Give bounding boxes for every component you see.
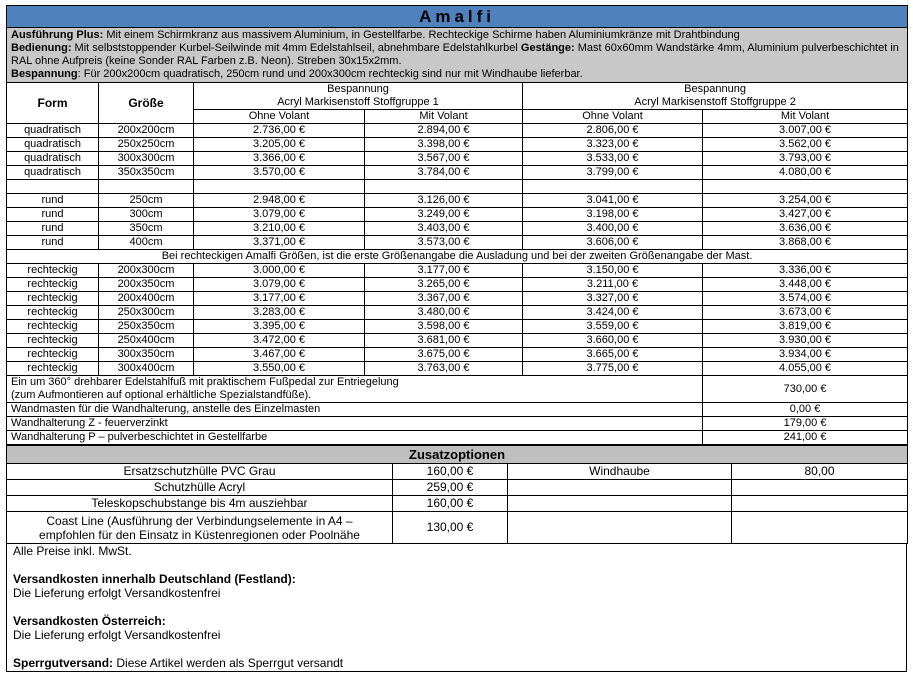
extra-price: 241,00 €	[703, 431, 908, 445]
info-label-bedienung: Bedienung:	[11, 42, 72, 54]
cell-g2-mit: 4.080,00 €	[703, 166, 908, 180]
cell-g2-mit: 3.673,00 €	[703, 306, 908, 320]
cell-size: 250x250cm	[99, 138, 194, 152]
cell-g1-mit: 3.177,00 €	[365, 264, 523, 278]
sperrgut-text: Diese Artikel werden als Sperrgut versandt	[113, 656, 344, 670]
price-row	[7, 194, 908, 208]
cell-g1-ohne: 3.205,00 €	[194, 138, 365, 152]
cell-g2-ohne: 2.806,00 €	[523, 124, 703, 138]
cell-g1-mit: 3.249,00 €	[365, 208, 523, 222]
page-title: Amalfi	[7, 6, 908, 28]
section-rund	[7, 194, 908, 250]
cell-g1-mit: 3.675,00 €	[365, 348, 523, 362]
cell-g2-ohne: 3.211,00 €	[523, 278, 703, 292]
spacer-row	[7, 180, 908, 194]
cell-g1-mit: 3.126,00 €	[365, 194, 523, 208]
info-text-bedienung: Mit selbststoppender Kurbel-Seilwinde mit 4mm Edelstahlseil, abnehmbare Edelstahlkurbel	[71, 42, 521, 54]
price-row	[7, 362, 908, 376]
cell-g2-ohne: 3.799,00 €	[523, 166, 703, 180]
col-group-1	[194, 83, 523, 110]
cell-g1-ohne: 2.948,00 €	[194, 194, 365, 208]
shipping-de-text: Die Lieferung erfolgt Versandkostenfrei	[13, 586, 221, 600]
cell-size: 200x400cm	[99, 292, 194, 306]
price-row	[7, 208, 908, 222]
cell-g1-mit: 3.763,00 €	[365, 362, 523, 376]
cell-g1-mit: 3.784,00 €	[365, 166, 523, 180]
cell-g2-mit: 3.868,00 €	[703, 236, 908, 250]
cell-g1-ohne: 3.472,00 €	[194, 334, 365, 348]
cell-g1-ohne: 3.395,00 €	[194, 320, 365, 334]
price-table	[6, 5, 908, 445]
zusatz-name: Teleskopschubstange bis 4m ausziehbar	[7, 496, 393, 512]
col-groesse: Größe	[99, 83, 194, 124]
zusatz-rows	[7, 464, 908, 512]
cell-g2-ohne: 3.660,00 €	[523, 334, 703, 348]
section-extras	[7, 376, 908, 445]
cell-size: 250x350cm	[99, 320, 194, 334]
zusatz-title: Zusatzoptionen	[7, 446, 908, 464]
price-sheet	[6, 5, 907, 672]
cell-form: quadratisch	[7, 138, 99, 152]
zusatz-name: Ersatzschutzhülle PVC Grau	[7, 464, 393, 480]
zusatz-price-2	[732, 496, 908, 512]
col-g1-mit: Mit Volant	[365, 110, 523, 124]
col-g2-ohne: Ohne Volant	[523, 110, 703, 124]
price-row	[7, 292, 908, 306]
cell-form: quadratisch	[7, 124, 99, 138]
extra-desc	[7, 403, 703, 417]
cell-g2-mit: 3.427,00 €	[703, 208, 908, 222]
col-g1-ohne: Ohne Volant	[194, 110, 365, 124]
cell-g1-mit: 3.598,00 €	[365, 320, 523, 334]
extra-desc	[7, 417, 703, 431]
cell-size: 250x400cm	[99, 334, 194, 348]
zusatz-table	[6, 445, 908, 544]
cell-form: rund	[7, 194, 99, 208]
price-row	[7, 236, 908, 250]
extra-row	[7, 376, 908, 403]
cell-form: rechteckig	[7, 306, 99, 320]
zusatz-name-2: Windhaube	[508, 464, 732, 480]
price-row	[7, 222, 908, 236]
col-group-2	[523, 83, 908, 110]
cell-g1-ohne: 3.467,00 €	[194, 348, 365, 362]
extra-desc-line1: Wandhalterung Z - feuerverzinkt	[11, 417, 168, 429]
cell-g1-mit: 3.681,00 €	[365, 334, 523, 348]
cell-g1-mit: 3.573,00 €	[365, 236, 523, 250]
group1-line1: Bespannung	[327, 83, 389, 95]
cell-g1-ohne: 3.371,00 €	[194, 236, 365, 250]
cell-g2-mit: 3.793,00 €	[703, 152, 908, 166]
price-row	[7, 348, 908, 362]
coast-line-label	[7, 512, 393, 544]
coast-line-1: Coast Line (Ausführung der Verbindungselemente in A4 –	[46, 513, 353, 528]
cell-g2-ohne: 3.533,00 €	[523, 152, 703, 166]
footer	[6, 544, 907, 672]
price-row	[7, 138, 908, 152]
zusatz-row	[7, 480, 908, 496]
cell-size: 250cm	[99, 194, 194, 208]
cell-form: rechteckig	[7, 320, 99, 334]
price-row	[7, 264, 908, 278]
info-text-bespannung: : Für 200x200cm quadratisch, 250cm rund und 200x300cm rechteckig sind nur mit Windhaube lieferbar.	[77, 68, 583, 80]
price-row	[7, 166, 908, 180]
price-row	[7, 320, 908, 334]
rect-note: Bei rechteckigen Amalfi Größen, ist die erste Größenangabe die Ausladung und bei der zweiten Größenangabe der Mast.	[7, 250, 908, 264]
cell-g1-ohne: 3.283,00 €	[194, 306, 365, 320]
cell-g2-mit: 3.636,00 €	[703, 222, 908, 236]
extra-row	[7, 403, 908, 417]
cell-form: rechteckig	[7, 334, 99, 348]
sperrgut-label: Sperrgutversand:	[13, 656, 114, 670]
cell-g2-ohne: 3.424,00 €	[523, 306, 703, 320]
group1-line2: Acryl Markisenstoff Stoffgruppe 1	[277, 96, 439, 108]
coast-line-price: 130,00 €	[393, 512, 508, 544]
col-form: Form	[7, 83, 99, 124]
cell-form: rund	[7, 222, 99, 236]
group2-line1: Bespannung	[684, 83, 746, 95]
cell-form: rechteckig	[7, 348, 99, 362]
zusatz-name: Schutzhülle Acryl	[7, 480, 393, 496]
info-label-gestaenge: Gestänge:	[520, 42, 575, 54]
info-text-gestaenge: Mast 60x60mm Wandstärke 4mm, Aluminium pulverbeschichtet in RAL ohne Aufpreis (keine Sonder RAL Farben z.B. Neon). Streben 30x15x2mm.	[11, 42, 899, 67]
cell-g1-mit: 3.403,00 €	[365, 222, 523, 236]
cell-g1-ohne: 3.177,00 €	[194, 292, 365, 306]
cell-g1-mit: 3.398,00 €	[365, 138, 523, 152]
zusatz-price: 160,00 €	[393, 464, 508, 480]
extra-price: 179,00 €	[703, 417, 908, 431]
zusatz-row	[7, 464, 908, 480]
zusatz-name-2	[508, 480, 732, 496]
cell-size: 300x350cm	[99, 348, 194, 362]
cell-g1-mit: 3.367,00 €	[365, 292, 523, 306]
zusatz-name-2	[508, 496, 732, 512]
cell-g2-ohne: 3.150,00 €	[523, 264, 703, 278]
section-quadratisch	[7, 124, 908, 180]
cell-form: rechteckig	[7, 278, 99, 292]
group2-line2: Acryl Markisenstoff Stoffgruppe 2	[634, 96, 796, 108]
extra-desc	[7, 376, 703, 403]
cell-g1-mit: 3.567,00 €	[365, 152, 523, 166]
cell-g1-ohne: 2.736,00 €	[194, 124, 365, 138]
shipping-at-title: Versandkosten Österreich:	[13, 614, 166, 628]
cell-form: rechteckig	[7, 292, 99, 306]
cell-g1-ohne: 3.210,00 €	[194, 222, 365, 236]
cell-size: 350x350cm	[99, 166, 194, 180]
cell-g2-ohne: 3.041,00 €	[523, 194, 703, 208]
cell-form: rechteckig	[7, 264, 99, 278]
cell-g2-mit: 3.819,00 €	[703, 320, 908, 334]
info-text-ausfuehrung: Mit einem Schirmkranz aus massivem Aluminium, in Gestellfarbe. Rechteckige Schirme haben Aluminiumkränze mit Drahtbindung	[103, 29, 740, 41]
cell-g2-mit: 4.055,00 €	[703, 362, 908, 376]
cell-form: rund	[7, 236, 99, 250]
cell-g1-ohne: 3.550,00 €	[194, 362, 365, 376]
cell-size: 300x400cm	[99, 362, 194, 376]
cell-form: quadratisch	[7, 166, 99, 180]
shipping-de-title: Versandkosten innerhalb Deutschland (Festland):	[13, 572, 296, 586]
cell-g2-ohne: 3.323,00 €	[523, 138, 703, 152]
cell-form: rund	[7, 208, 99, 222]
cell-g1-ohne: 3.570,00 €	[194, 166, 365, 180]
cell-g2-mit: 3.336,00 €	[703, 264, 908, 278]
extra-price: 730,00 €	[703, 376, 908, 403]
extra-row	[7, 431, 908, 445]
cell-g1-ohne: 3.000,00 €	[194, 264, 365, 278]
coast-line-2: empfohlen für den Einsatz in Küstenregionen oder Poolnähe	[39, 527, 360, 542]
extra-desc-line1: Wandhalterung P – pulverbeschichtet in Gestellfarbe	[11, 431, 268, 443]
cell-size: 250x300cm	[99, 306, 194, 320]
cell-g2-ohne: 3.400,00 €	[523, 222, 703, 236]
extra-price: 0,00 €	[703, 403, 908, 417]
zusatz-row	[7, 496, 908, 512]
cell-g2-mit: 3.254,00 €	[703, 194, 908, 208]
price-row	[7, 334, 908, 348]
cell-g2-ohne: 3.775,00 €	[523, 362, 703, 376]
price-row	[7, 152, 908, 166]
cell-size: 200x200cm	[99, 124, 194, 138]
cell-size: 300x300cm	[99, 152, 194, 166]
cell-g1-mit: 3.265,00 €	[365, 278, 523, 292]
cell-g2-ohne: 3.327,00 €	[523, 292, 703, 306]
zusatz-price: 160,00 €	[393, 496, 508, 512]
cell-form: rechteckig	[7, 362, 99, 376]
cell-g1-ohne: 3.079,00 €	[194, 208, 365, 222]
cell-g2-mit: 3.574,00 €	[703, 292, 908, 306]
price-row	[7, 278, 908, 292]
price-row	[7, 306, 908, 320]
cell-g2-ohne: 3.606,00 €	[523, 236, 703, 250]
extra-desc-line1: Ein um 360° drehbarer Edelstahlfuß mit praktischem Fußpedal zur Entriegelung	[11, 376, 399, 388]
info-label-ausfuehrung: Ausführung Plus:	[11, 29, 104, 41]
cell-g2-mit: 3.562,00 €	[703, 138, 908, 152]
cell-size: 200x300cm	[99, 264, 194, 278]
col-g2-mit: Mit Volant	[703, 110, 908, 124]
cell-g2-mit: 3.930,00 €	[703, 334, 908, 348]
cell-g2-ohne: 3.665,00 €	[523, 348, 703, 362]
extra-desc	[7, 431, 703, 445]
extra-desc-line1: Wandmasten für die Wandhalterung, anstelle des Einzelmasten	[11, 403, 321, 415]
cell-g2-mit: 3.007,00 €	[703, 124, 908, 138]
cell-size: 350cm	[99, 222, 194, 236]
extra-desc-line2: (zum Aufmontieren auf optional erhältliche Spezialstandfüße).	[11, 389, 312, 401]
cell-g1-mit: 3.480,00 €	[365, 306, 523, 320]
info-label-bespannung: Bespannung	[11, 68, 78, 80]
cell-g2-ohne: 3.198,00 €	[523, 208, 703, 222]
cell-g2-mit: 3.934,00 €	[703, 348, 908, 362]
info-box	[7, 28, 908, 83]
section-rechteckig	[7, 264, 908, 376]
cell-g1-ohne: 3.366,00 €	[194, 152, 365, 166]
cell-g1-mit: 2.894,00 €	[365, 124, 523, 138]
cell-g2-mit: 3.448,00 €	[703, 278, 908, 292]
cell-g1-ohne: 3.079,00 €	[194, 278, 365, 292]
shipping-at-text: Die Lieferung erfolgt Versandkostenfrei	[13, 628, 221, 642]
cell-g2-ohne: 3.559,00 €	[523, 320, 703, 334]
cell-form: quadratisch	[7, 152, 99, 166]
zusatz-price-2: 80,00	[732, 464, 908, 480]
zusatz-price-2	[732, 480, 908, 496]
zusatz-price: 259,00 €	[393, 480, 508, 496]
cell-size: 200x350cm	[99, 278, 194, 292]
mwst-note: Alle Preise inkl. MwSt.	[13, 544, 132, 558]
price-row	[7, 124, 908, 138]
cell-size: 300cm	[99, 208, 194, 222]
cell-size: 400cm	[99, 236, 194, 250]
extra-row	[7, 417, 908, 431]
